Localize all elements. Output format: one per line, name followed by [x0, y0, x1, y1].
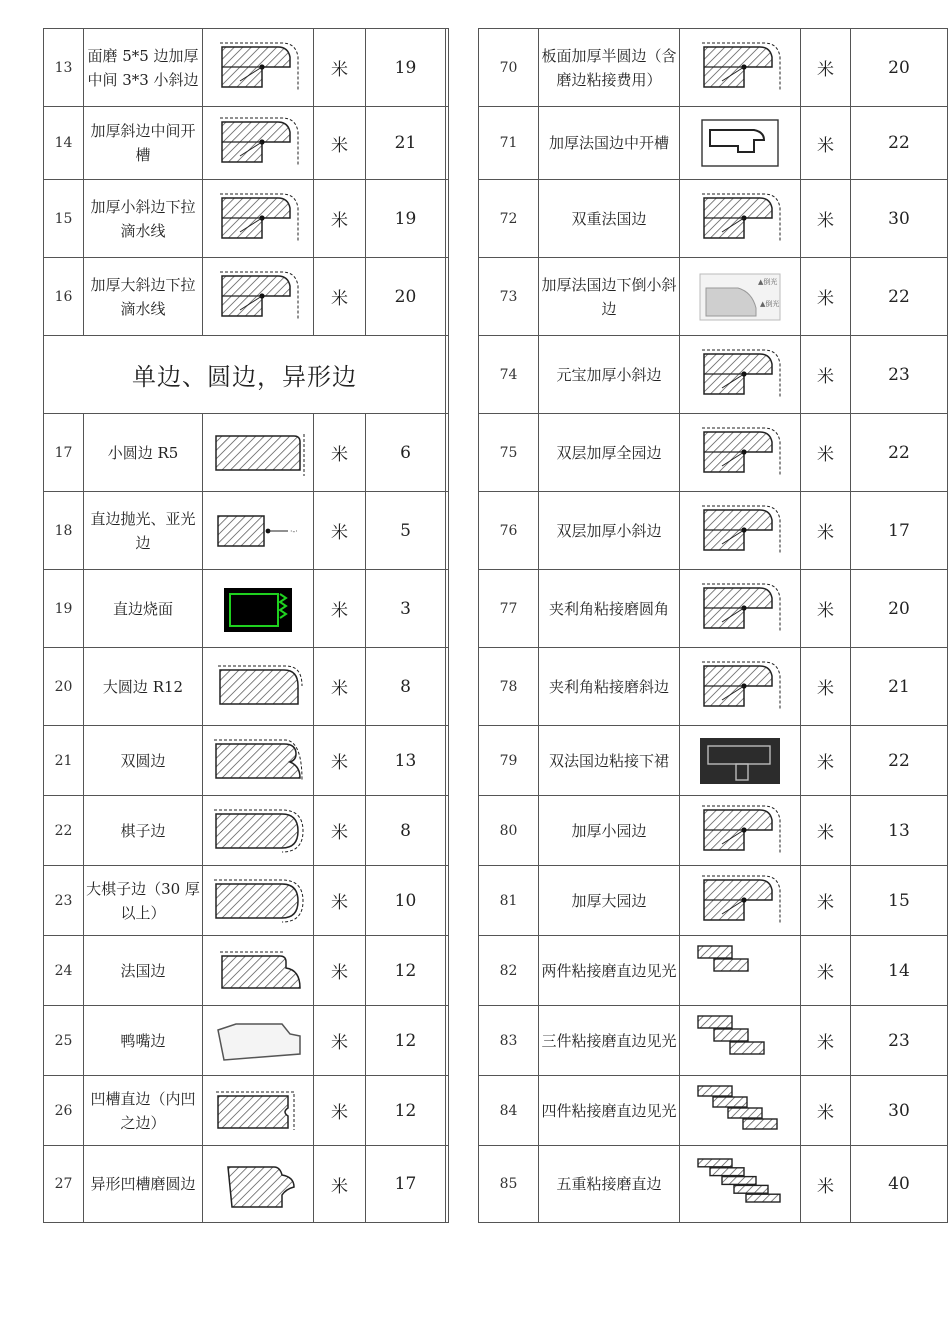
right-price-table: [478, 28, 948, 1223]
item-number: 76: [479, 492, 539, 570]
table-row: [479, 180, 948, 258]
item-unit: 米: [801, 29, 851, 107]
item-name: 夹利角粘接磨圆角: [539, 570, 680, 648]
item-price: 13: [366, 726, 446, 796]
item-name: 凹槽直边（内凹之边）: [84, 1076, 203, 1146]
profile-cell: [203, 414, 314, 492]
profile-cell: [203, 1146, 314, 1223]
item-name: 双法国边粘接下裙: [539, 726, 680, 796]
thick-small-bevel-drip-icon: [210, 188, 306, 250]
svg-text:▲倒光: ▲倒光: [760, 299, 780, 308]
item-unit: 米: [801, 180, 851, 258]
item-number: 70: [479, 29, 539, 107]
item-number: 85: [479, 1146, 539, 1223]
item-price: 12: [366, 936, 446, 1006]
item-unit: 米: [801, 107, 851, 180]
table-row: [479, 336, 948, 414]
item-unit: 米: [801, 1146, 851, 1223]
thick-large-bevel-drip-icon: [210, 266, 306, 328]
item-unit: 米: [314, 492, 366, 570]
item-price: 13: [851, 796, 948, 866]
item-price: 20: [851, 29, 948, 107]
item-number: 27: [44, 1146, 84, 1223]
item-name: 加厚法国边中开槽: [539, 107, 680, 180]
bullnose-edge-icon: [210, 800, 306, 862]
table-row: [479, 866, 948, 936]
item-unit: 米: [801, 796, 851, 866]
left-table-body: [44, 29, 449, 1223]
item-price: 6: [366, 414, 446, 492]
item-number: 82: [479, 936, 539, 1006]
item-price: 10: [366, 866, 446, 936]
profile-cell: [680, 414, 801, 492]
profile-cell: [203, 258, 314, 336]
gap-cell: [446, 1076, 449, 1146]
item-number: 79: [479, 726, 539, 796]
thick-french-edge-groove-icon: [692, 112, 788, 174]
item-price: 3: [366, 570, 446, 648]
item-number: 77: [479, 570, 539, 648]
gap-cell: [446, 570, 449, 648]
table-row: [44, 258, 449, 336]
gap-cell: [446, 29, 449, 107]
table-row: [479, 414, 948, 492]
straight-polished-edge-icon: [210, 500, 306, 562]
item-price: 21: [851, 648, 948, 726]
profile-cell: [680, 1146, 801, 1223]
table-row: [44, 1076, 449, 1146]
double-french-edge-icon: [692, 188, 788, 250]
item-number: 15: [44, 180, 84, 258]
french-edge-icon: [210, 940, 306, 1002]
item-name: 双层加厚全园边: [539, 414, 680, 492]
item-name: 大圆边 R12: [84, 648, 203, 726]
item-name: 异形凹槽磨圆边: [84, 1146, 203, 1223]
item-price: 23: [851, 336, 948, 414]
profile-cell: [680, 180, 801, 258]
five-piece-stack-icon: [692, 1153, 788, 1215]
flamed-straight-edge-icon: [210, 578, 306, 640]
gap-cell: [446, 414, 449, 492]
item-number: 84: [479, 1076, 539, 1146]
item-number: 13: [44, 29, 84, 107]
item-name: 加厚大斜边下拉滴水线: [84, 258, 203, 336]
section-heading-row: [44, 336, 449, 414]
table-row: [44, 29, 449, 107]
item-unit: 米: [314, 796, 366, 866]
item-price: 8: [366, 648, 446, 726]
item-number: 16: [44, 258, 84, 336]
profile-cell: [680, 336, 801, 414]
item-name: 小圆边 R5: [84, 414, 203, 492]
item-name: 直边抛光、亚光边: [84, 492, 203, 570]
item-number: 17: [44, 414, 84, 492]
item-unit: 米: [801, 1076, 851, 1146]
item-name: 加厚小园边: [539, 796, 680, 866]
item-name: 法国边: [84, 936, 203, 1006]
item-name: 板面加厚半圆边（含磨边粘接费用）: [539, 29, 680, 107]
gap-cell: [446, 796, 449, 866]
table-row: [44, 414, 449, 492]
profile-cell: [203, 796, 314, 866]
table-row: [44, 726, 449, 796]
item-price: 17: [366, 1146, 446, 1223]
gap-cell: [446, 1006, 449, 1076]
item-name: 双圆边: [84, 726, 203, 796]
item-price: 12: [366, 1076, 446, 1146]
profile-cell: [680, 1076, 801, 1146]
item-name: 元宝加厚小斜边: [539, 336, 680, 414]
item-price: 15: [851, 866, 948, 936]
profile-cell: [680, 570, 801, 648]
double-layer-small-bevel-icon: [692, 500, 788, 562]
thick-french-edge-bevel-icon: [692, 266, 788, 328]
profile-cell: [203, 936, 314, 1006]
item-unit: 米: [801, 336, 851, 414]
profile-cell: [680, 726, 801, 796]
item-unit: 米: [314, 648, 366, 726]
item-unit: 米: [801, 936, 851, 1006]
item-price: 20: [366, 258, 446, 336]
item-name: 双重法国边: [539, 180, 680, 258]
profile-cell: [680, 29, 801, 107]
item-unit: 米: [314, 414, 366, 492]
item-unit: 米: [801, 866, 851, 936]
item-name: 三件粘接磨直边见光: [539, 1006, 680, 1076]
item-name: 四件粘接磨直边见光: [539, 1076, 680, 1146]
thick-bevel-center-groove-icon: [210, 112, 306, 174]
profile-cell: [680, 258, 801, 336]
item-number: 78: [479, 648, 539, 726]
table-row: [44, 648, 449, 726]
profile-cell: [680, 492, 801, 570]
item-price: 20: [851, 570, 948, 648]
table-row: [44, 570, 449, 648]
profile-cell: [203, 492, 314, 570]
table-row: [44, 107, 449, 180]
table-row: [479, 570, 948, 648]
item-name: 双层加厚小斜边: [539, 492, 680, 570]
gap-cell: [446, 258, 449, 336]
item-name: 加厚法国边下倒小斜边: [539, 258, 680, 336]
table-row: [479, 726, 948, 796]
profile-cell: [203, 1006, 314, 1076]
item-unit: 米: [801, 726, 851, 796]
item-name: 面磨 5*5 边加厚中间 3*3 小斜边: [84, 29, 203, 107]
table-row: [44, 1146, 449, 1223]
item-number: 83: [479, 1006, 539, 1076]
profile-cell: [680, 866, 801, 936]
item-number: 19: [44, 570, 84, 648]
table-row: [44, 796, 449, 866]
item-unit: 米: [314, 570, 366, 648]
double-french-skirt-icon: [692, 730, 788, 792]
item-unit: 米: [801, 258, 851, 336]
item-number: 71: [479, 107, 539, 180]
table-row: [44, 180, 449, 258]
item-number: 25: [44, 1006, 84, 1076]
item-unit: 米: [314, 180, 366, 258]
profile-cell: [203, 866, 314, 936]
thick-large-round-icon: [692, 870, 788, 932]
gap-cell: [446, 107, 449, 180]
item-name: 棋子边: [84, 796, 203, 866]
three-piece-stack-icon: [692, 1010, 788, 1072]
item-unit: 米: [314, 29, 366, 107]
table-row: [479, 107, 948, 180]
item-price: 17: [851, 492, 948, 570]
table-row: [479, 1076, 948, 1146]
item-price: 12: [366, 1006, 446, 1076]
item-price: 22: [851, 726, 948, 796]
gap-cell: [446, 180, 449, 258]
item-price: 30: [851, 1076, 948, 1146]
item-number: 72: [479, 180, 539, 258]
item-number: 80: [479, 796, 539, 866]
right-table-body: [479, 29, 948, 1223]
item-name: 大棋子边（30 厚以上）: [84, 866, 203, 936]
item-name: 两件粘接磨直边见光: [539, 936, 680, 1006]
large-bullnose-edge-icon: [210, 870, 306, 932]
svg-text:▲倒光: ▲倒光: [758, 277, 778, 286]
thick-edge-small-bevel-icon: [210, 37, 306, 99]
item-number: 75: [479, 414, 539, 492]
gap-cell: [446, 1146, 449, 1223]
large-round-edge-icon: [210, 656, 306, 718]
item-unit: 米: [314, 1006, 366, 1076]
profile-cell: [203, 29, 314, 107]
item-name: 直边烧面: [84, 570, 203, 648]
profile-cell: [203, 570, 314, 648]
profile-cell: [203, 726, 314, 796]
profile-cell: [203, 648, 314, 726]
item-name: 五重粘接磨直边: [539, 1146, 680, 1223]
gap-cell: [446, 492, 449, 570]
item-name: 加厚斜边中间开槽: [84, 107, 203, 180]
profile-cell: [680, 796, 801, 866]
double-round-edge-icon: [210, 730, 306, 792]
profile-cell: [203, 180, 314, 258]
profile-cell: [203, 1076, 314, 1146]
profile-cell: [680, 107, 801, 180]
gap-cell: [446, 866, 449, 936]
gap-cell: [446, 648, 449, 726]
special-groove-round-edge-icon: [210, 1153, 306, 1215]
item-number: 21: [44, 726, 84, 796]
item-unit: 米: [801, 648, 851, 726]
four-piece-stack-icon: [692, 1080, 788, 1142]
item-price: 14: [851, 936, 948, 1006]
ingot-thick-bevel-icon: [692, 344, 788, 406]
table-row: [479, 936, 948, 1006]
corner-bond-bevel-icon: [692, 656, 788, 718]
item-number: 20: [44, 648, 84, 726]
table-row: [479, 796, 948, 866]
corner-bond-round-icon: [692, 578, 788, 640]
item-unit: 米: [314, 1076, 366, 1146]
thick-half-round-edge-icon: [692, 37, 788, 99]
item-price: 22: [851, 414, 948, 492]
item-price: 30: [851, 180, 948, 258]
item-number: 23: [44, 866, 84, 936]
gap-cell: [446, 336, 449, 414]
gap-cell: [446, 726, 449, 796]
item-unit: 米: [314, 866, 366, 936]
item-number: 74: [479, 336, 539, 414]
profile-cell: [203, 107, 314, 180]
item-unit: 米: [314, 726, 366, 796]
profile-cell: [680, 1006, 801, 1076]
profile-cell: [680, 936, 801, 1006]
item-unit: 米: [314, 107, 366, 180]
item-price: 19: [366, 29, 446, 107]
two-piece-stack-icon: [692, 940, 788, 1002]
item-name: 夹利角粘接磨斜边: [539, 648, 680, 726]
item-price: 40: [851, 1146, 948, 1223]
concave-groove-edge-icon: [210, 1080, 306, 1142]
item-number: 22: [44, 796, 84, 866]
svg-text:·-·: ·-·: [290, 526, 298, 536]
profile-cell: [680, 648, 801, 726]
duckbill-edge-icon: [210, 1010, 306, 1072]
section-heading: 单边、圆边，异形边: [44, 336, 446, 414]
table-row: [44, 1006, 449, 1076]
item-number: 24: [44, 936, 84, 1006]
item-name: 加厚大园边: [539, 866, 680, 936]
item-unit: 米: [314, 1146, 366, 1223]
item-price: 19: [366, 180, 446, 258]
item-unit: 米: [314, 258, 366, 336]
item-unit: 米: [801, 1006, 851, 1076]
table-row: [44, 866, 449, 936]
item-price: 5: [366, 492, 446, 570]
table-row: [479, 258, 948, 336]
table-row: [479, 1146, 948, 1223]
item-number: 14: [44, 107, 84, 180]
gap-cell: [446, 936, 449, 1006]
item-number: 73: [479, 258, 539, 336]
item-price: 8: [366, 796, 446, 866]
double-layer-full-round-icon: [692, 422, 788, 484]
item-name: 加厚小斜边下拉滴水线: [84, 180, 203, 258]
table-row: [479, 492, 948, 570]
table-row: [44, 936, 449, 1006]
item-unit: 米: [801, 492, 851, 570]
item-price: 22: [851, 107, 948, 180]
item-number: 81: [479, 866, 539, 936]
item-unit: 米: [801, 414, 851, 492]
table-row: [44, 492, 449, 570]
small-round-edge-icon: [210, 422, 306, 484]
thick-small-round-icon: [692, 800, 788, 862]
item-unit: 米: [801, 570, 851, 648]
item-name: 鸭嘴边: [84, 1006, 203, 1076]
table-row: [479, 648, 948, 726]
item-price: 22: [851, 258, 948, 336]
table-row: [479, 1006, 948, 1076]
item-price: 23: [851, 1006, 948, 1076]
left-price-table: [43, 28, 449, 1223]
item-number: 18: [44, 492, 84, 570]
item-price: 21: [366, 107, 446, 180]
table-row: [479, 29, 948, 107]
item-unit: 米: [314, 936, 366, 1006]
item-number: 26: [44, 1076, 84, 1146]
